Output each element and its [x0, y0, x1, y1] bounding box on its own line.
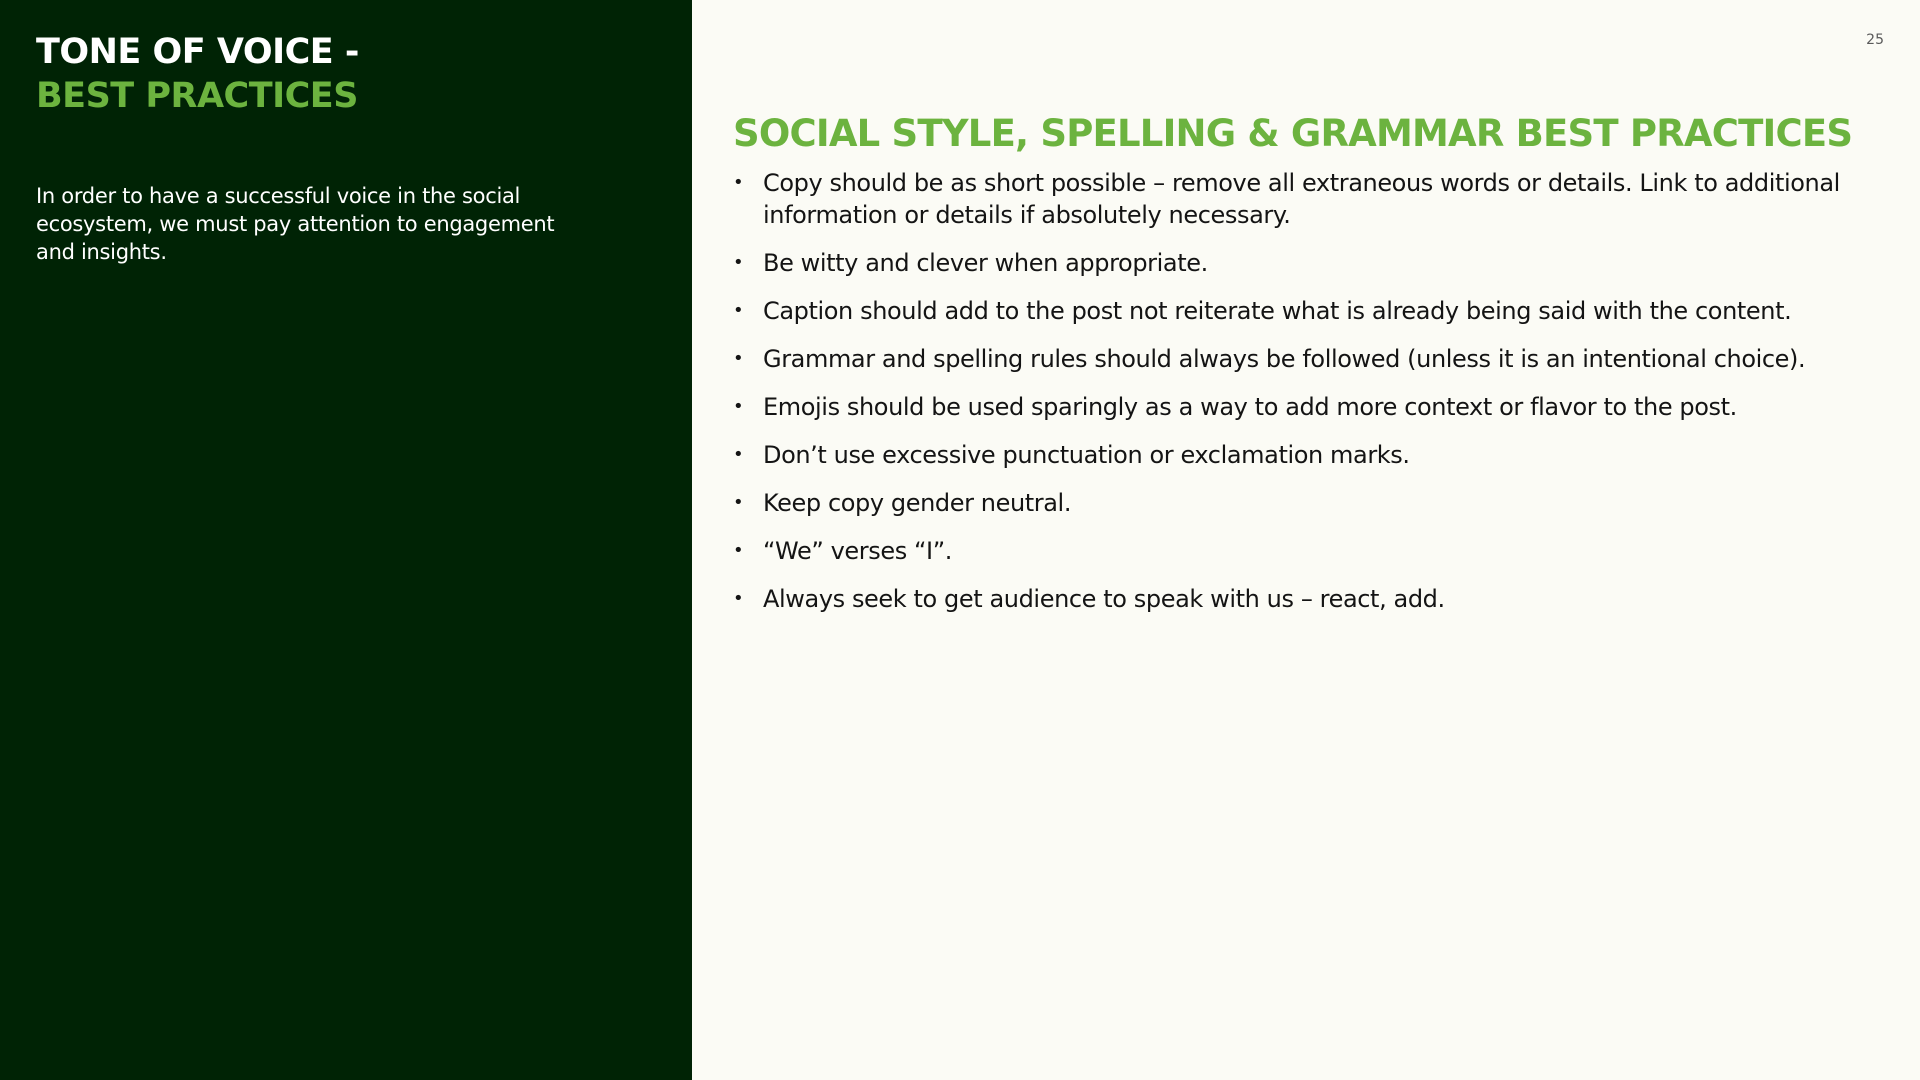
- list-item: [733, 391, 1883, 423]
- list-item: [733, 247, 1883, 279]
- bullet-icon: •: [733, 172, 744, 193]
- list-item-text: Keep copy gender neutral.: [763, 489, 1072, 517]
- list-item-text: Copy should be as short possible – remove all extraneous words or details. Link to additional information or details if absolutely necessary.: [763, 169, 1840, 229]
- best-practices-list: [733, 167, 1883, 631]
- list-item: [733, 295, 1883, 327]
- slide-title: [36, 30, 359, 118]
- intro-paragraph: In order to have a successful voice in the social ecosystem, we must pay attention to engagement and insights.: [36, 184, 555, 264]
- list-item-text: Emojis should be used sparingly as a way to add more context or flavor to the post.: [763, 393, 1737, 421]
- section-title: SOCIAL STYLE, SPELLING & GRAMMAR BEST PRACTICES: [733, 112, 1853, 155]
- bullet-icon: •: [733, 540, 744, 561]
- list-item: [733, 167, 1883, 231]
- left-panel: [0, 0, 692, 1080]
- list-item-text: Be witty and clever when appropriate.: [763, 249, 1208, 277]
- slide-title-line1: TONE OF VOICE -: [36, 32, 359, 72]
- bullet-icon: •: [733, 348, 744, 369]
- list-item-text: Always seek to get audience to speak with us – react, add.: [763, 585, 1445, 613]
- bullet-icon: •: [733, 444, 744, 465]
- right-panel: [692, 0, 1920, 1080]
- bullet-icon: •: [733, 492, 744, 513]
- list-item-text: “We” verses “I”.: [763, 537, 952, 565]
- slide-title-line2: BEST PRACTICES: [36, 76, 358, 116]
- page-number: 25: [1866, 32, 1884, 48]
- list-item: [733, 439, 1883, 471]
- bullet-icon: •: [733, 252, 744, 273]
- list-item: [733, 583, 1883, 615]
- list-item-text: Caption should add to the post not reiterate what is already being said with the content.: [763, 297, 1792, 325]
- list-item-text: Grammar and spelling rules should always be followed (unless it is an intentional choice).: [763, 345, 1806, 373]
- list-item: [733, 535, 1883, 567]
- list-item-text: Don’t use excessive punctuation or exclamation marks.: [763, 441, 1410, 469]
- bullet-icon: •: [733, 396, 744, 417]
- bullet-icon: •: [733, 300, 744, 321]
- list-item: [733, 343, 1883, 375]
- bullet-icon: •: [733, 588, 744, 609]
- list-item: [733, 487, 1883, 519]
